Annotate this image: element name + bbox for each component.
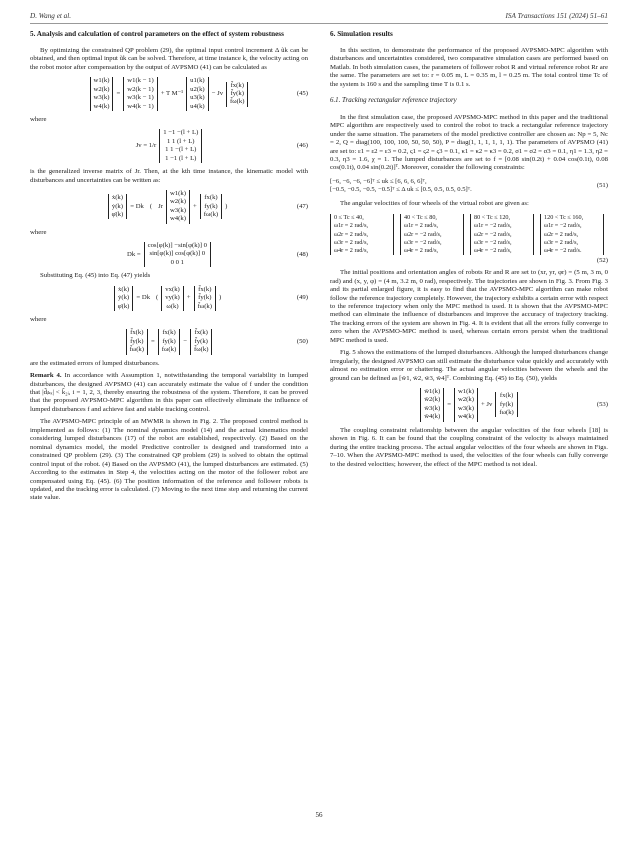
paragraph: Substituting Eq. (45) into Eq. (47) yields [40,272,151,280]
velocity-case-box: 80 < Tc ≤ 120, ω1r = −2 rad/s, ω2r = −2 rad/s, ω3r = −2 rad/s, ω4r = −2 rad/s, [470,214,534,255]
equation-number: (48) [296,250,308,258]
paragraph: In the first simulation case, the proposed AVPSMO-MPC method in this paper and the traditional MPC algorithm are respectively used to control the robot to track a rectangular reference trajectory under the same situation. The parameters of the model predictive controller are chosen as: Np = 5, Nc = 2, Q = diag(100, 100, 100, 50, 50, 50), P = diag(1, 1, 1, 1, 1, 1). The parameters of AVPSMO (41) are set to: ε1 = ε2 = ε3 = 0.2, ς1 = ς2 = ς3 = 0.1, κ1 = κ2 = κ3 = 0.2, σ1 = σ2 = σ3 = 0.1, η1 = 1.3, η2 = 0.3, η3 = 1.6, χ = 1. The lumped disturbances are set to f = [0.08 sin(0.2t) + 0.04 cos(0.1t), 0.08 cos(0.1t), 0.04 sin(0.2t)]ᵀ. Moreover, consider the following constraints: [330,113,608,172]
velocity-case-box: 120 < Tc ≤ 160, ω1r = −2 rad/s, ω2r = 2 rad/s, ω3r = 2 rad/s, ω4r = −2 rad/s. [540,214,604,255]
section-5-title: 5. Analysis and calculation of control parameters on the effect of system robustness [30,30,284,38]
matrix: w1(k) w2(k) w3(k) w4(k) [454,388,478,422]
matrix: f̂x(k) f̂y(k) f̂ω(k) [226,82,248,107]
equation-49: ẋ(k) ẏ(k) φ̇(k) = Dk ( vx(k) vy(k) ω(k) + f̃x(k) f̃y(k) f̃ω(k) ) (49) [30,286,308,311]
matrix: fx(k) fy(k) fω(k) [495,392,517,417]
equation-number: (49) [296,294,308,302]
paragraph: In this section, to demonstrate the performance of the proposed AVPSMO-MPC algorithm with disturbances and uncertainties considered, two comparative simulation cases are performed based on Matlab. In both simulation cases, the parameters of follower robot R and virtual reference robot Rr are the same. The parameters are set to: r = 0.05 m, L = 0.35 m, l = 0.25 m. The total control time Tc of the system is 160 s and the sampling time T is 0.1 s. [330,47,608,88]
matrix: ẋ(k) ẏ(k) φ̇(k) [114,286,134,311]
paragraph: By optimizing the constrained QP problem (29), the optimal input control increment Δ ũk can be obtained, and then optimal input ũk can be solved. Therefore, at time instance k, the velocity acting on the robot motor after compensation by the output of AVPSMO (41) can be calculated as [30,47,308,71]
equation-number: (45) [296,90,308,98]
equation-48: Dk = cos[φ(k)] −sin[φ(k)] 0 sin[φ(k)] cos[φ(k)] 0 0 0 1 (48) [126,242,308,266]
paragraph: is the generalized inverse matrix of Jr. Then, at the kth time instance, the kinematic model with disturbances and uncertainties can be written as: [30,168,308,184]
paragraph: The coupling constraint relationship between the angular velocities of the four wheels [18] is shown in Fig. 6. It can be found that the coupling constraint of the velocity is always maintained during the entire tracking process. The actual angular velocities of the four wheels are shown in Figs. 7–10. When the AVPSMO-MPC method is used, the velocities of the four wheels can fully converge to the desired velocities; however, the effect of the MPC method is not ideal. [330,426,608,468]
equation-52-number-row [330,257,608,265]
equation-number: (46) [296,142,308,150]
matrix: w̄1(k) w̄2(k) w̄3(k) w̄4(k) [420,388,444,422]
equation-number: (52) [596,257,608,265]
matrix: f̃x(k) f̃y(k) f̃ω(k) [126,329,148,354]
subsection-6-1-title: 6.1. Tracking rectangular reference trajectory [330,97,457,105]
remark-4 [30,372,308,414]
paragraph: where [30,228,47,236]
matrix: w1(k) w2(k) w3(k) w4(k) [166,190,190,224]
matrix: w1(k − 1) w2(k − 1) w3(k − 1) w4(k − 1) [123,77,157,111]
remark-text: In accordance with Assumption 1, notwithstanding the temporal variability in lumped disturbances, the designed AVPSMO (41) can accurately estimate the value of f under the condition that |d̃ᵢₖₓ| < k̃₂ᵢ, i = 1, 2, 3, thereby ensuring the robustness of the system. Therefore, it can be proved that the proposed AVPSMO-MPC algorithm in this paper can effectively eliminate the influence of lumped disturbances f and achieve fast and stable tracking control. [30,372,308,413]
paragraph: where [30,315,47,323]
equation-number: (47) [296,202,308,210]
equation-52 [330,214,608,255]
paragraph: where [30,115,47,123]
running-header-authors: D. Wang et al. [30,12,72,20]
paragraph: Fig. 5 shows the estimations of the lumped disturbances. Although the lumped disturbances change irregularly, the designed AVPSMO can still estimate the disturbance value quickly and accurately with almost no estimation error or chattering. The actual angular velocities between the wheels and the ground can be defined as [w̄1, w̄2, w̄3, w̄4]ᵀ. Combining Eq. (45) to Eq. (50), yields [330,349,608,382]
section-6-title: 6. Simulation results [330,30,393,38]
matrix: w1(k) w2(k) w3(k) w4(k) [90,77,114,111]
matrix: u1(k) u2(k) u3(k) u4(k) [186,77,209,111]
equation-number: (50) [296,337,308,345]
equation-number: (53) [596,400,608,408]
page-number: 56 [315,811,323,819]
running-header-journal: ISA Transactions 151 (2024) 51–61 [505,12,608,20]
equation-50: f̃x(k) f̃y(k) f̃ω(k) = fx(k) fy(k) fω(k) − f̂x(k) f̂y(k) f̂ω(k) (50) [30,329,308,354]
matrix: f̂x(k) f̂y(k) f̂ω(k) [190,329,212,354]
equation-53: w̄1(k) w̄2(k) w̄3(k) w̄4(k) = w1(k) w2(k) w3(k) w4(k) + Jv fx(k) fy(k) fω(k) (53) [330,388,608,422]
equation-number: (51) [596,182,608,190]
matrix: vx(k) vy(k) ω(k) [161,286,184,311]
equation-47: ẋ(k) ẏ(k) φ̇(k) = Dk ( Jr w1(k) w2(k) w3(k) w4(k) + fx(k) fy(k) fω(k) ) (47) [30,190,308,224]
left-column [30,30,308,507]
velocity-case-box: 40 < Tc ≤ 80, ω1r = 2 rad/s, ω2r = −2 rad/s, ω3r = −2 rad/s, ω4r = 2 rad/s, [400,214,464,255]
paragraph: The AVPSMO-MPC principle of an MWMR is shown in Fig. 2. The proposed control method is implemented as follows: (1) The nominal dynamics model (14) and the actual kinematics model considering lumped disturbances (17) of the robot are established, respectively. (2) Based on the nominal dynamics model, the model Predictive controller is designed and transformed into a constrained QP problem (29). (3) The constrained QP problem (29) is solved to obtain the optimal control input of the robot. (4) Based on the AVPSMO (41), the lumped disturbances are estimated. (5) According to the estimates in Step 4, the velocities acting on the motor of the follower robot are compensated using Eq. (45). (6) The position information of the reference and follower robots is updated, and the tracking error is calculated. (7) Moving to the next time step and returning the current state value. [30,418,308,502]
right-column [330,30,608,473]
matrix: f̃x(k) f̃y(k) f̃ω(k) [194,286,216,311]
equation-45: w1(k) w2(k) w3(k) w4(k) = w1(k − 1) w2(k − 1) w3(k − 1) w4(k − 1) + T M⁻¹ u1(k) u2(k) u3(k) u4(k) − Jv f̂x(k) f̂y(k) f̂ω(k) (45) [30,77,308,111]
paragraph: The initial positions and orientation angles of robots Rr and R are set to (xr, yr, φr) = (5 m, 3 m, 0 rad) and (x, y, φ) = (4 m, 3.2 m, 0 rad), respectively. The trajectories are shown in Fig. 3. From Fig. 3 and its partial enlarged figure, it is easy to find that the AVPSMO-MPC algorithm can make robot follow the reference trajectory completely. However, the trajectory exhibits a certain error with respect to the reference trajectory when only the MPC method is used. It is shown that the AVPSMO-MPC method can eliminate the influence of disturbances and improve the accuracy of trajectory tracking. The tracking errors of the system are shown in Fig. 4. It is evident that all the errors fully converge to zero when the AVPSMO-MPC method is used, whereas certain errors persist when the traditional MPC method is used. [330,269,608,344]
velocity-case-box: 0 ≤ Tc ≤ 40, ω1r = 2 rad/s, ω2r = 2 rad/s, ω3r = 2 rad/s, ω4r = 2 rad/s, [330,214,394,255]
paragraph: The angular velocities of four wheels of the virtual robot are given as: [340,199,529,207]
paragraph: are the estimated errors of lumped disturbances. [30,359,160,367]
matrix: fx(k) fy(k) fω(k) [158,329,180,354]
equation-51: [−6, −6, −6, −6]ᵀ ≤ uk ≤ [6, 6, 6, 6]ᵀ, [−0.5, −0.5, −0.5, −0.5]ᵀ ≤ Δ uk ≤ [0.5, 0.5, 0.5, 0.5]ᵀ. (51) [330,177,608,194]
matrix: cos[φ(k)] −sin[φ(k)] 0 sin[φ(k)] cos[φ(k)] 0 0 0 1 [144,242,211,267]
matrix: 1 −1 −(l + L) 1 1 (l + L) 1 1 −(l + L) 1 −1 (l + L) [159,129,202,163]
header-rule [30,23,608,24]
equation-46: Jv = 1/r 1 −1 −(l + L) 1 1 (l + L) 1 1 −(l + L) 1 −1 (l + L) (46) [135,129,308,162]
matrix: fx(k) fy(k) fω(k) [200,194,222,219]
remark-label: Remark 4. [30,372,62,380]
matrix: ẋ(k) ẏ(k) φ̇(k) [108,194,128,219]
